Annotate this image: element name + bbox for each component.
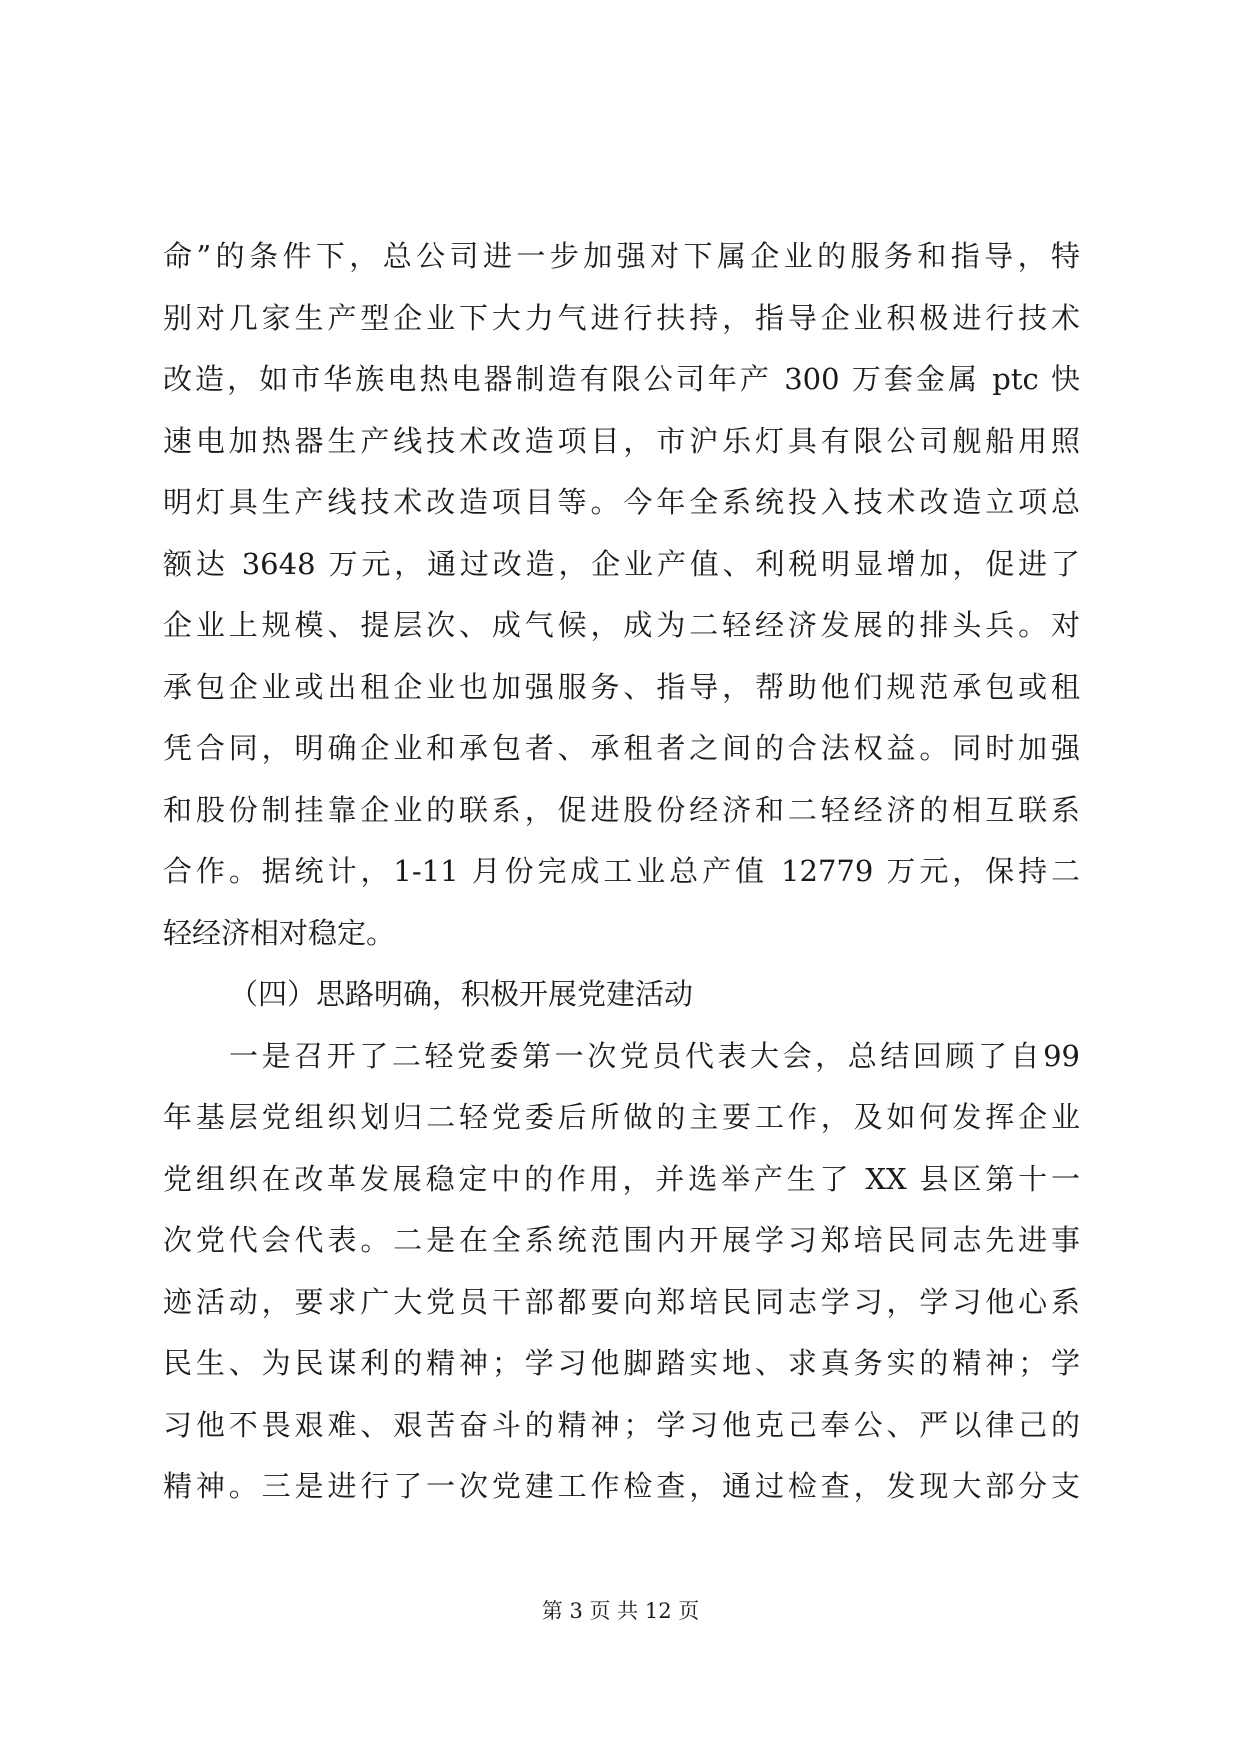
- text-line: 命”的条件下，总公司进一步加强对下属企业的服务和指导，特: [163, 239, 1080, 273]
- text-line: 党组织在改革发展稳定中的作用，并选举产生了 XX 县区第十一: [163, 1161, 1080, 1196]
- text-line: 承包企业或出租企业也加强服务、指导，帮助他们规范承包或租: [163, 669, 1080, 704]
- page-number-footer: 第 3 页 共 12 页: [541, 1599, 700, 1623]
- text-line: 速电加热器生产线技术改造项目，市沪乐灯具有限公司舰船用照: [163, 423, 1080, 458]
- text-line: 轻经济相对稳定。: [163, 915, 396, 950]
- text-line: 迹活动，要求广大党员干部都要向郑培民同志学习，学习他心系: [163, 1284, 1080, 1319]
- body-text: [163, 226, 1080, 1518]
- text-line: 年基层党组织划归二轻党委后所做的主要工作，及如何发挥企业: [163, 1100, 1080, 1134]
- text-line: 习他不畏艰难、艰苦奋斗的精神；学习他克己奉公、严以律己的: [163, 1407, 1080, 1442]
- text-line: 精神。三是进行了一次党建工作检查，通过检查，发现大部分支: [163, 1469, 1080, 1503]
- text-line: 改造，如市华族电热电器制造有限公司年产 300 万套金属 ptc 快: [163, 362, 1080, 396]
- text-line: 企业上规模、提层次、成气候，成为二轻经济发展的排头兵。对: [163, 608, 1080, 642]
- text-line: 额达 3648 万元，通过改造，企业产值、利税明显增加，促进了: [163, 546, 1080, 581]
- text-line: 一是召开了二轻党委第一次党员代表大会，总结回顾了自99: [229, 1038, 1080, 1073]
- text-line: 民生、为民谋利的精神；学习他脚踏实地、求真务实的精神；学: [163, 1346, 1080, 1380]
- text-line: 次党代会代表。二是在全系统范围内开展学习郑培民同志先进事: [163, 1223, 1080, 1257]
- text-line: 明灯具生产线技术改造项目等。今年全系统投入技术改造立项总: [163, 485, 1080, 519]
- text-line: 别对几家生产型企业下大力气进行扶持，指导企业积极进行技术: [163, 300, 1080, 335]
- text-line: 合作。据统计，1-11 月份完成工业总产值 12779 万元，保持二: [163, 854, 1080, 888]
- section-heading: （四）思路明确，积极开展党建活动: [229, 977, 694, 1011]
- text-line: 凭合同，明确企业和承包者、承租者之间的合法权益。同时加强: [163, 731, 1080, 765]
- text-line: 和股份制挂靠企业的联系，促进股份经济和二轻经济的相互联系: [163, 792, 1080, 827]
